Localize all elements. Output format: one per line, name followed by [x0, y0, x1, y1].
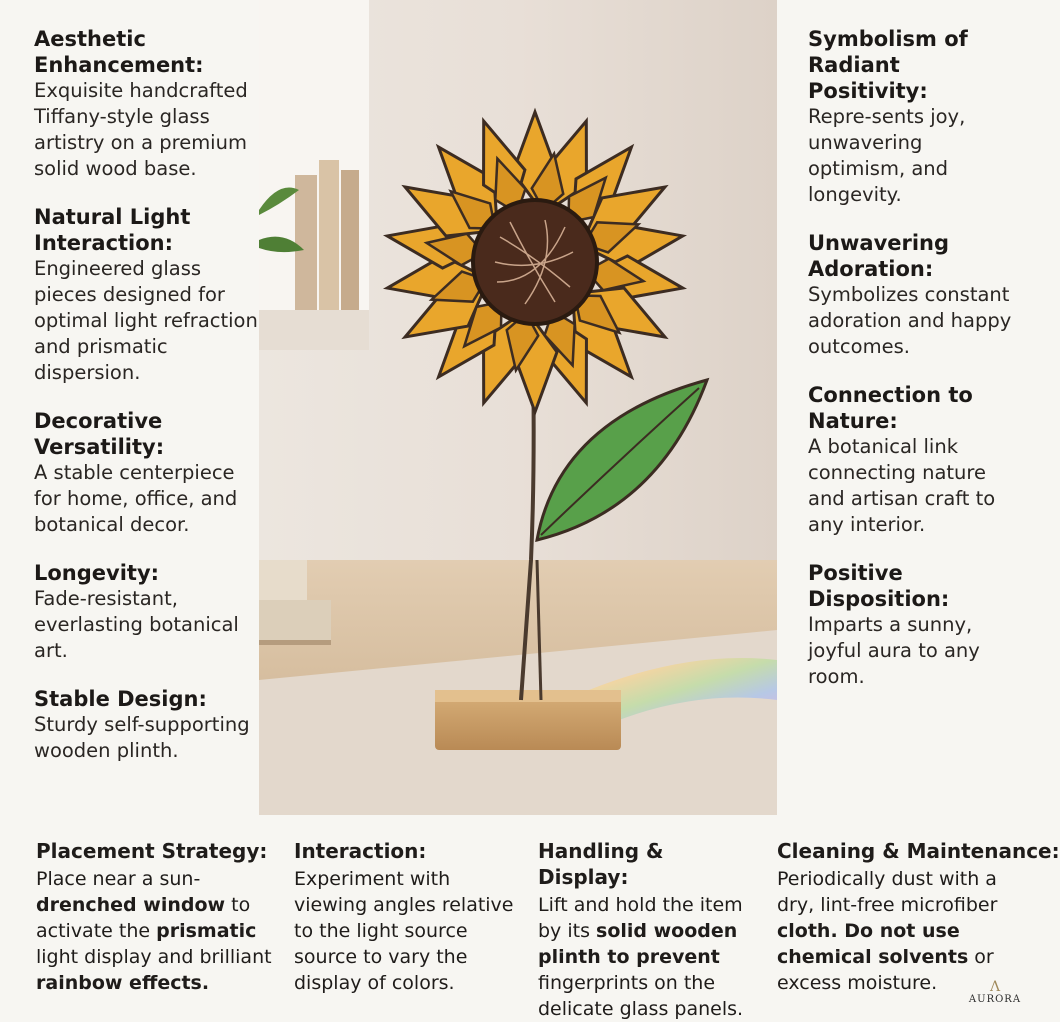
tip-text-part: fingerprints on the delicate glass panels.	[538, 972, 744, 1020]
feature-text: Sturdy self-supporting wooden plinth.	[34, 713, 250, 762]
tip-text: Experiment with viewing angles relative to the light source source to vary the display of colors.	[294, 868, 514, 994]
feature-aesthetic	[34, 26, 259, 182]
tip-title: Handling & Display:	[538, 839, 664, 889]
feature-title: Longevity:	[34, 561, 160, 585]
tip-text-bold: cloth. Do not use chemical solvents	[777, 920, 969, 968]
feature-title: Unwavering Adoration:	[808, 231, 950, 281]
tip-text-bold: solid wooden plinth to prevent	[538, 920, 738, 968]
tip-text-part: Lift and hold the item by its	[538, 894, 743, 942]
feature-nature	[808, 382, 1018, 538]
feature-light-interaction	[34, 204, 259, 386]
tip-text-part: Place near a sun-	[36, 868, 201, 890]
feature-title: Decorative Versatility:	[34, 409, 165, 459]
feature-text: A botanical link connecting nature and artisan craft to any interior.	[808, 435, 996, 536]
brand-logo	[966, 980, 1024, 1016]
tip-title: Interaction:	[294, 839, 427, 863]
feature-text: A stable centerpiece for home, office, and botanical decor.	[34, 461, 238, 536]
feature-text: Engineered glass pieces designed for optimal light refraction and prismatic dispersion.	[34, 257, 258, 384]
feature-symbolism	[808, 26, 1018, 208]
tip-text-part: light display and brilliant	[36, 946, 272, 968]
feature-disposition	[808, 560, 1018, 690]
tip-placement	[36, 838, 276, 996]
feature-title: Natural Light Interaction:	[34, 205, 191, 255]
feature-title: Connection to Nature:	[808, 383, 973, 433]
tip-text	[777, 866, 1017, 996]
logo-mark-icon: Λ	[989, 979, 1001, 995]
tip-text-part: Periodically dust with a dry, lint-free microfiber	[777, 868, 998, 916]
right-feature-column	[808, 26, 1018, 712]
tip-text-bold: drenched window	[36, 894, 226, 916]
feature-text: Repre-sents joy, unwavering optimism, and longevity.	[808, 105, 966, 206]
feature-text: Imparts a sunny, joyful aura to any room.	[808, 613, 980, 688]
feature-adoration	[808, 230, 1018, 360]
tip-handling	[538, 838, 760, 1022]
tip-interaction	[294, 838, 516, 996]
feature-text: Fade-resistant, everlasting botanical art.	[34, 587, 239, 662]
feature-versatility	[34, 408, 259, 538]
tip-text-bold: prismatic	[156, 920, 257, 942]
feature-text: Symbolizes constant adoration and happy outcomes.	[808, 283, 1012, 358]
tip-title: Cleaning & Maintenance:	[777, 839, 1060, 863]
feature-title: Positive Disposition:	[808, 561, 950, 611]
feature-longevity	[34, 560, 259, 664]
product-photo	[259, 0, 777, 815]
tip-text-bold: rainbow effects.	[36, 972, 210, 994]
tip-cleaning	[777, 838, 1060, 996]
tip-text-part: or excess moisture.	[777, 946, 994, 994]
feature-text: Exquisite handcrafted Tiffany-style glass artistry on a premium solid wood base.	[34, 79, 248, 180]
left-feature-column	[34, 26, 259, 786]
tip-text-part: to activate the	[36, 894, 251, 942]
tip-text	[538, 892, 760, 1022]
feature-title: Stable Design:	[34, 687, 207, 711]
feature-stable-design	[34, 686, 259, 764]
tip-text	[36, 866, 276, 996]
feature-title: Symbolism of Radiant Positivity:	[808, 27, 968, 103]
tip-title: Placement Strategy:	[36, 839, 268, 863]
feature-title: Aesthetic Enhancement:	[34, 27, 204, 77]
logo-wordmark: AURORA	[968, 994, 1022, 1005]
